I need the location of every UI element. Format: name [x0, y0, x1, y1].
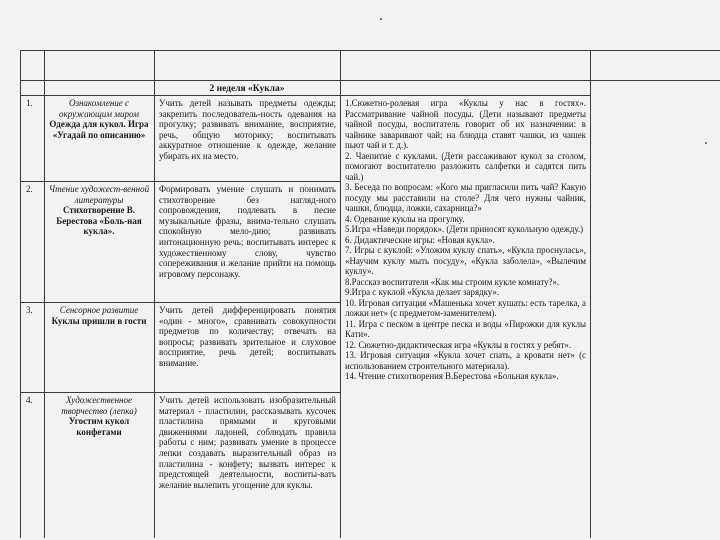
week-header: 2 неделя «Кукла»	[209, 84, 285, 94]
activity-item: 14. Чтение стихотворения В.Берестова «Больная кукла».	[345, 371, 559, 381]
activity-item: 4. Одевание куклы на прогулку.	[345, 213, 465, 224]
row-number: 4.	[26, 395, 33, 405]
topic-title: Куклы пришли в гости	[51, 315, 147, 326]
activities-list	[345, 98, 586, 536]
activity-item: 10. Игровая ситуация «Машенька хочет кушать: есть тарелка, а ложки нет» (с предметом-заменителем).	[345, 297, 586, 318]
row-number: 2.	[26, 184, 33, 194]
activity-item: 13. Игровая ситуация «Кукла хочет спать, а кровати нет» (с использованием строительного материала).	[345, 350, 586, 371]
week-header-top-line	[20, 80, 720, 81]
table-border-right	[590, 50, 591, 538]
activity-item: 1.Сюжетно-ролевая игра «Куклы у нас в гостях». Рассматривание чайной посуды. (Дети называют предметы чайной посуды, воспитатель говорит об их назначении: в чайнике заваривают чай; на блюдца ставят чашки, из чашек пьют чай и т. д.).	[345, 98, 586, 150]
activity-item: 11. Игра с песком в центре песка и воды «Пирожки для куклы Кати».	[345, 318, 586, 339]
table-border-left	[20, 50, 21, 538]
week-header-bottom-line	[20, 95, 590, 96]
lesson-goal: Учить детей использовать изобразительный материал - пластилин, рассказывать кусочек пластилина прямыми и круговыми движениями ладоней, соблюдать правила работы с ним; развивать умение в процессе лепки создавать выразительный образ из пластилина - конфету; вызвать интерес к предстоящей деятельности, воспиты-вать желание вылепить угощение для куклы.	[159, 395, 336, 490]
lesson-topic	[47, 395, 151, 437]
topic-area: Художественное творчество (лепка)	[61, 395, 137, 416]
lesson-topic	[47, 184, 151, 237]
lesson-topic	[47, 305, 151, 326]
row-number: 3.	[26, 305, 33, 315]
topic-title: Угостим кукол конфетами	[68, 416, 130, 437]
topic-title: Одежда для кукол. Игра «Угадай по описанию»	[49, 119, 149, 140]
row-number: 1.	[26, 98, 33, 108]
activity-item: 12. Сюжетно-дидактическая игра «Куклы в гостях у ребят».	[345, 339, 572, 350]
activity-item: 9.Игра с куклой «Кукла делает зарядку».	[345, 287, 500, 297]
lesson-goal: Учить детей дифференцировать понятия «один - много», сравнивать совокупности предметов по количеству; отвечать на вопросы; развивать зрительное и слуховое восприятие, речь детей; воспитывать внимание.	[159, 305, 336, 368]
scan-speck	[705, 142, 707, 144]
activity-item: 5.Игра «Наведи порядок». (Дети приносят кукольную одежду.)	[345, 224, 584, 234]
lesson-goal: Учить детей называть предметы одежды; закрепить последователь-ность одевания на прогулку; развивать внимание, восприятие, речь, общую моторику; воспитывать аккуратное отношение к одежде, желание убирать их на место.	[159, 98, 336, 161]
activity-item: 3. Беседа по вопросам: «Кого мы пригласили пить чай? Какую посуду мы расставили на столе? Для чего нужны чайник, чашки, блюдца, ложки, сахарница?»	[345, 182, 586, 213]
activity-item: 7. Игры с куклой: «Уложим куклу спать», «Кукла проснулась», «Научим куклу мыть посуду», «Кукла заболела», «Вылечим куклу».	[345, 245, 586, 276]
activity-item: 2. Чаепитие с куклами. (Дети рассаживают кукол за столом, помогают воспитателю разложить салфетки и садятся пить чай.)	[345, 150, 586, 182]
table-col-divider-topic	[154, 50, 155, 538]
activity-item: 6. Дидактические игры: «Новая кукла».	[345, 234, 495, 245]
table-col-divider-num	[44, 50, 45, 538]
topic-title: Стихотворение В. Берестова «Боль-ная кукла».	[56, 205, 142, 237]
topic-area: Чтение художест-венной литературы	[48, 184, 150, 205]
lesson-topic	[47, 98, 151, 140]
row-divider-1	[20, 181, 340, 182]
topic-area: Ознакомление с окружающим миром	[59, 98, 139, 119]
activity-item: 8.Рассказ воспитателя «Как мы строим кукле комнату?».	[345, 276, 560, 287]
scan-speck	[380, 18, 382, 20]
table-col-divider-goal	[340, 50, 341, 538]
table-border-top	[20, 50, 720, 51]
topic-area: Сенсорное развитие	[59, 305, 139, 315]
lesson-goal: Формировать умение слушать и понимать стихотворение без нагляд-ного сопровождения, подлевать в песне музыкальные фразы, внима-тельно слушать спокойную мело-дию; развивать интонационную речь; воспитывать интерес к художественному слову, чувство сопереживания и желание прийти на помощь игровому персонажу.	[159, 184, 336, 279]
row-divider-3	[20, 392, 340, 393]
row-divider-2	[20, 302, 340, 303]
